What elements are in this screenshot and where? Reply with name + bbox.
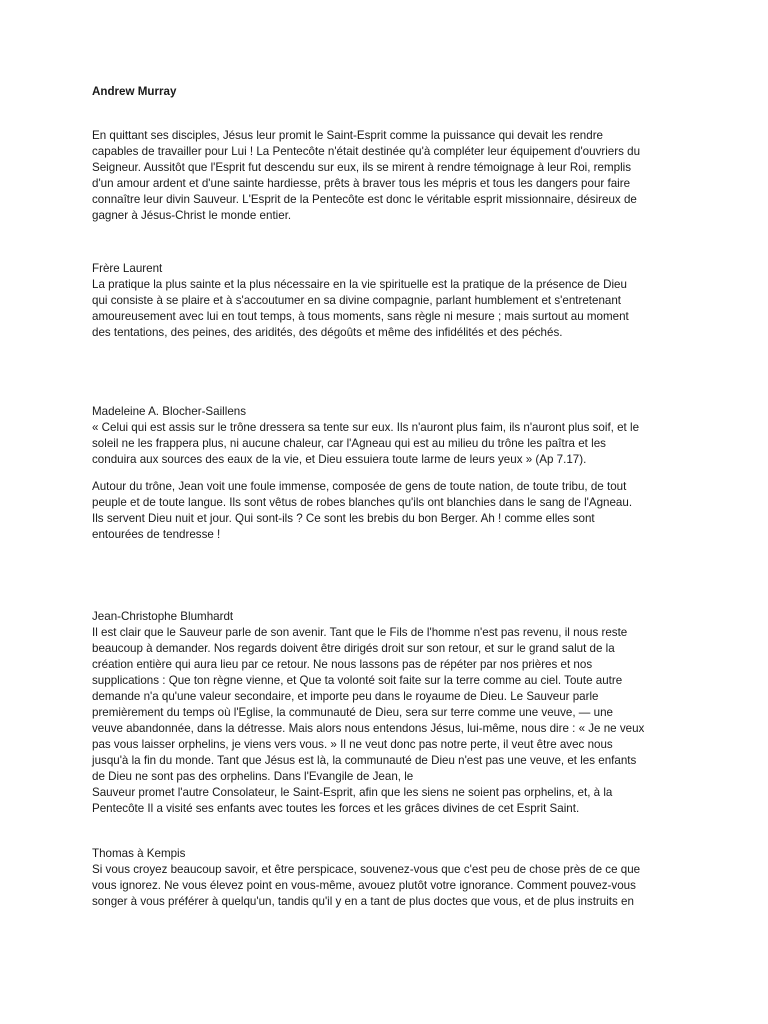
text-line: Ils servent Dieu nuit et jour. Qui sont-ils ? Ce sont les brebis du bon Berger. Ah ! comme elles sont <box>92 512 595 525</box>
text-line: pas vous laisser orphelins, je viens vers vous. » Il ne veut donc pas notre perte, il veut être avec nous <box>92 738 613 751</box>
text-line: Autour du trône, Jean voit une foule immense, composée de gens de toute nation, de toute tribu, de tout <box>92 480 627 493</box>
author-name: Madeleine A. Blocher-Saillens <box>92 405 247 418</box>
quote-section-blumhardt <box>92 609 712 817</box>
quote-section-thomas-a-kempis <box>92 846 712 910</box>
text-line: « Celui qui est assis sur le trône dressera sa tente sur eux. Ils n'auront plus faim, ils n'auront plus soif, et le <box>92 421 640 434</box>
text-line: d'un amour ardent et d'une sainte hardiesse, prêts à braver tous les mépris et tous les dangers pour faire <box>92 177 631 190</box>
text-line: veuve abandonnée, dans la détresse. Mais alors nous entendons Jésus, lui-même, nous dire : « Je ne veux <box>92 722 645 735</box>
text-line: amoureusement avec lui en tout temps, à tous moments, sans règle ni mesure ; mais surtout au moment <box>92 310 629 323</box>
text-line: soleil ne les frappera plus, ni aucune chaleur, car l'Agneau qui est au milieu du trône les paîtra et les <box>92 437 606 450</box>
text-line: conduira aux sources des eaux de la vie, et Dieu essuiera toute larme de leurs yeux » (Ap 7.17). <box>92 453 587 466</box>
text-line: songer à vous préférer à quelqu'un, tandis qu'il y en a tant de plus doctes que vous, et de plus instruits en <box>92 895 634 908</box>
text-line: qui consiste à se plaire et à s'accoutumer en sa divine compagnie, parlant humblement et s'entretenant <box>92 294 622 307</box>
text-line: Il est clair que le Sauveur parle de son avenir. Tant que le Fils de l'homme n'est pas revenu, il nous reste <box>92 626 628 639</box>
text-line: vous ignorez. Ne vous élevez point en vous-même, avouez plutôt votre ignorance. Comment pouvez-vous <box>92 879 636 892</box>
text-line: peuple et de toute langue. Ils sont vêtus de robes blanches qu'ils ont blanchies dans le sang de l'Agneau. <box>92 496 633 509</box>
text-line: de Dieu ne sont pas des orphelins. Dans l'Evangile de Jean, le <box>92 770 414 783</box>
author-name: Andrew Murray <box>92 85 177 98</box>
text-line: beaucoup à demander. Nos regards doivent être dirigés droit sur son retour, et sur le grand salut de la <box>92 642 615 655</box>
quote-paragraph <box>92 479 712 543</box>
text-line: jusqu'à la fin du monde. Tant que Jésus est là, la communauté de Dieu n'est pas une veuve, et les enfants <box>92 754 637 767</box>
text-line: supplications : Que ton règne vienne, et Que ta volonté soit faite sur la terre comme au ciel. Toute autre <box>92 674 623 687</box>
text-line: connaître leur divin Sauveur. L'Esprit de la Pentecôte est donc le véritable esprit missionnaire, désireux de <box>92 193 637 206</box>
text-line: capables de travailler pour Lui ! La Pentecôte n'était destinée qu'à compléter leur équipement d'ouvriers du <box>92 145 641 158</box>
text-line: gagner à Jésus-Christ le monde entier. <box>92 209 292 222</box>
text-line: Seigneur. Aussitôt que l'Esprit fut descendu sur eux, ils se mirent à rendre témoignage à leur Roi, remplis <box>92 161 632 174</box>
text-line: Pentecôte Il a visité ses enfants avec toutes les forces et les grâces divines de cet Esprit Saint. <box>92 802 580 815</box>
text-line: entourées de tendresse ! <box>92 528 221 541</box>
text-line: demande n'a qu'une valeur secondaire, et importe peu dans le royaume de Dieu. Le Sauveur parle <box>92 690 599 703</box>
text-line: premièrement du temps où l'Eglise, la communauté de Dieu, sera sur terre comme une veuve, — une <box>92 706 613 719</box>
text-line: La pratique la plus sainte et la plus nécessaire en la vie spirituelle est la pratique de la présence de Dieu <box>92 278 627 291</box>
quote-section-frere-laurent <box>92 261 712 341</box>
text-line: En quittant ses disciples, Jésus leur promit le Saint-Esprit comme la puissance qui devait les rendre <box>92 129 604 142</box>
author-name: Thomas à Kempis <box>92 847 186 860</box>
quote-paragraph <box>92 128 712 224</box>
author-name: Jean-Christophe Blumhardt <box>92 610 234 623</box>
text-line: création entière qui aura lieu par ce retour. Ne nous lassons pas de répéter par nos prières et nos <box>92 658 593 671</box>
text-line: Si vous croyez beaucoup savoir, et être perspicace, souvenez-vous que c'est peu de chose près de ce que <box>92 863 641 876</box>
text-line: des tentations, des peines, des aridités, des dégoûts et même des infidélités et des péchés. <box>92 326 563 339</box>
quote-section-blocher-saillens <box>92 404 712 468</box>
author-name: Frère Laurent <box>92 262 163 275</box>
text-line: Sauveur promet l'autre Consolateur, le Saint-Esprit, afin que les siens ne soient pas orphelins, et, à la <box>92 786 613 799</box>
quote-section-andrew-murray <box>92 84 712 100</box>
